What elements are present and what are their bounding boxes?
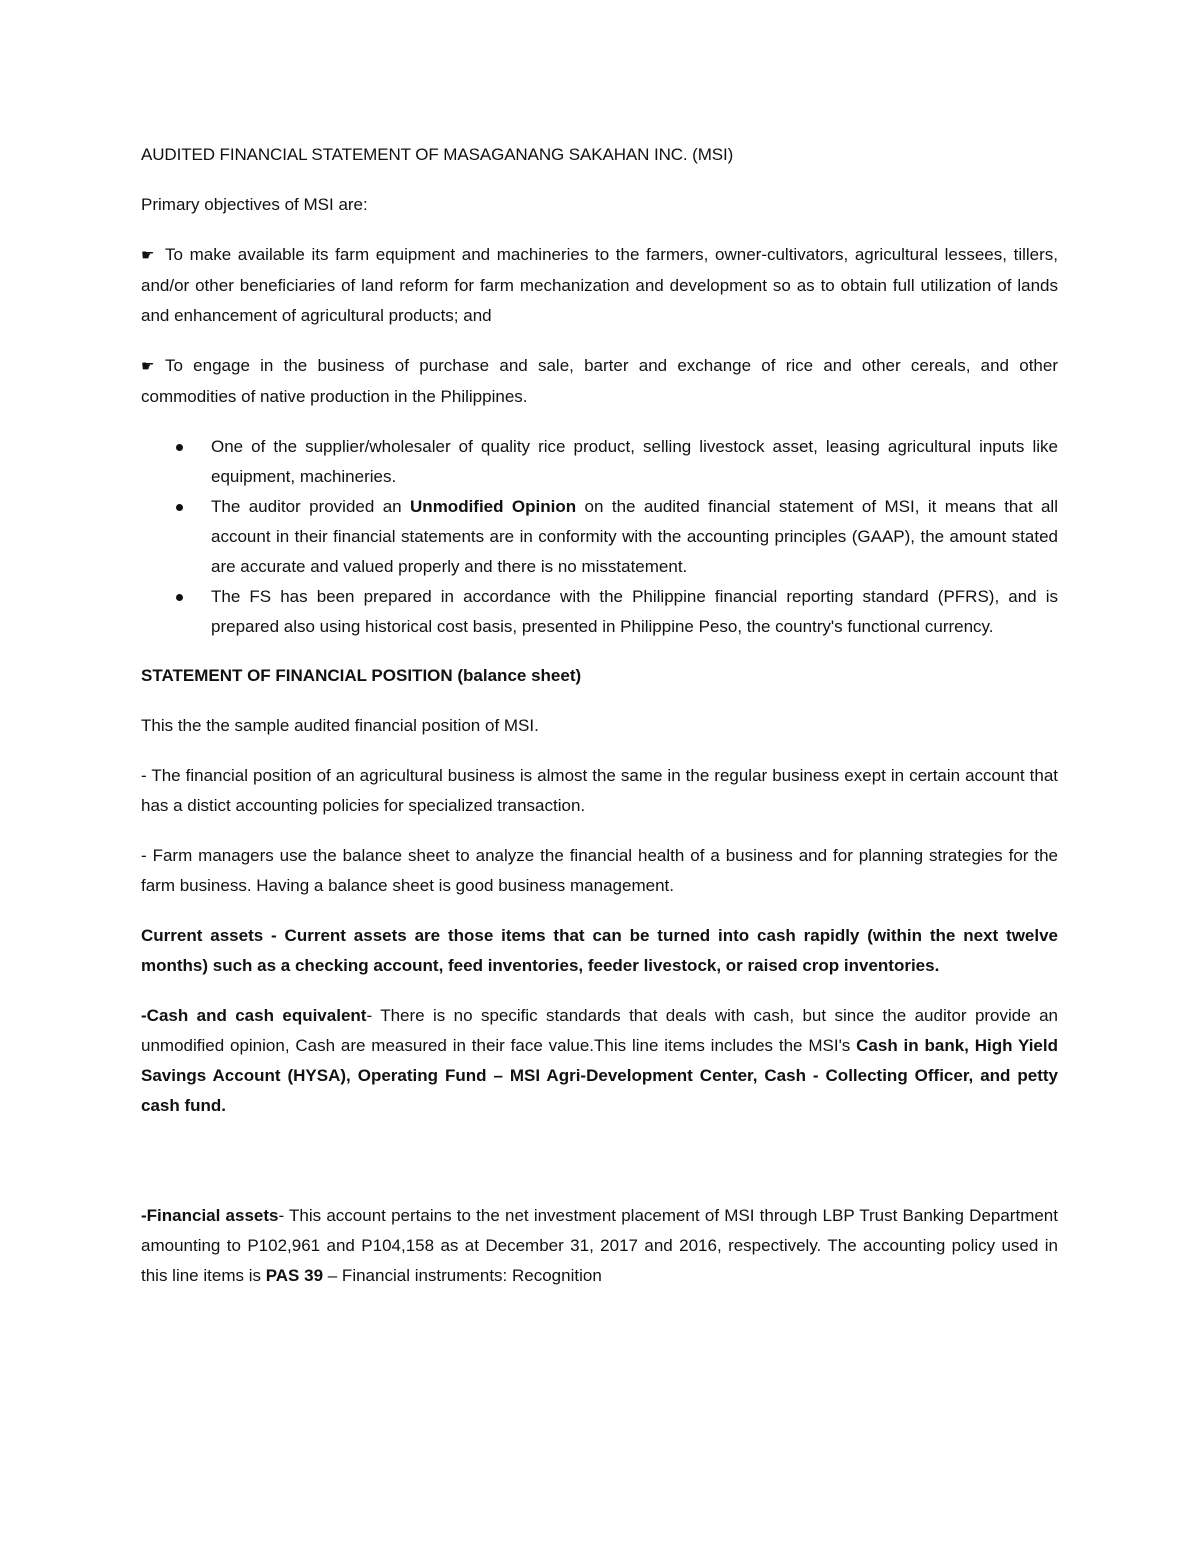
pointing-hand-icon: ☛ [141, 247, 155, 264]
objective-text: To make available its farm equipment and machineries to the farmers, owner-cultivators, agricultural lessees, tillers, and/or other beneficiaries of land reform for farm mechanization and development so as to obtain full utilization of lands and enhancement of agricultural products; and [141, 245, 1058, 325]
financial-assets-heading: -Financial assets [141, 1206, 279, 1225]
cash-items: Cash in bank, High Yield Savings Account (HYSA), Operating Fund – MSI Agri-Development Center, Cash - Collecting Officer, and petty cash fund. [141, 1036, 1058, 1115]
bullet-emphasis: Unmodified Opinion [410, 497, 577, 516]
spacer [141, 1141, 1058, 1201]
bullet-list [141, 432, 1058, 642]
list-item [141, 582, 1058, 642]
cash-heading: -Cash and cash equivalent [141, 1006, 367, 1025]
document-body [141, 140, 1058, 1311]
sample-line: This the the sample audited financial position of MSI. [141, 716, 539, 735]
objective-text: To engage in the business of purchase and sale, barter and exchange of rice and other cereals, and other commodities of native production in the Philippines. [141, 356, 1058, 406]
bullet-icon [176, 594, 183, 601]
bullet-text: One of the supplier/wholesaler of quality rice product, selling livestock asset, leasing agricultural inputs like equipment, machineries. [211, 437, 1058, 486]
objective-item [141, 351, 1058, 412]
bullet-icon [176, 444, 183, 451]
pointing-hand-icon: ☛ [141, 358, 155, 375]
document-title: AUDITED FINANCIAL STATEMENT OF MASAGANANG SAKAHAN INC. (MSI) [141, 145, 734, 164]
financial-assets-tail: – Financial instruments: Recognition [323, 1266, 602, 1285]
section-heading: STATEMENT OF FINANCIAL POSITION (balance sheet) [141, 666, 582, 685]
bullet-text: The FS has been prepared in accordance with the Philippine financial reporting standard (PFRS), and is prepared also using historical cost basis, presented in Philippine Peso, the country's functional currency. [211, 587, 1058, 636]
current-assets-paragraph: Current assets - Current assets are those items that can be turned into cash rapidly (within the next twelve months) such as a checking account, feed inventories, feeder livestock, or raised crop inventories. [141, 926, 1058, 975]
objectives-intro: Primary objectives of MSI are: [141, 195, 368, 214]
pas-reference: PAS 39 [265, 1266, 324, 1285]
list-item [141, 492, 1058, 582]
financial-assets-text: - This account pertains to the net investment placement of MSI through LBP Trust Banking Department amounting to P102,961 and P104,158 as at December 31, 2017 and 2016, respectively. The accounting policy used in this line items is [141, 1206, 1058, 1285]
paragraph: - Farm managers use the balance sheet to analyze the financial health of a business and for planning strategies for the farm business. Having a balance sheet is good business management. [141, 846, 1058, 895]
cash-paragraph [141, 1001, 1058, 1121]
bullet-text: on the audited financial statement of MSI, it means that all account in their financial statements are in conformity with the accounting principles (GAAP), the amount stated are accurate and valued properly and there is no misstatement. [211, 497, 1058, 576]
list-item [141, 432, 1058, 492]
paragraph: - The financial position of an agricultural business is almost the same in the regular business exept in certain account that has a distict accounting policies for specialized transaction. [141, 766, 1058, 815]
bullet-icon [176, 504, 183, 511]
objective-item [141, 240, 1058, 331]
cash-text: - There is no specific standards that deals with cash, but since the auditor provide an unmodified opinion, Cash are measured in their face value.This line items includes the MSI's [141, 1006, 1058, 1055]
financial-assets-paragraph [141, 1201, 1058, 1291]
bullet-text: The auditor provided an [211, 497, 411, 516]
